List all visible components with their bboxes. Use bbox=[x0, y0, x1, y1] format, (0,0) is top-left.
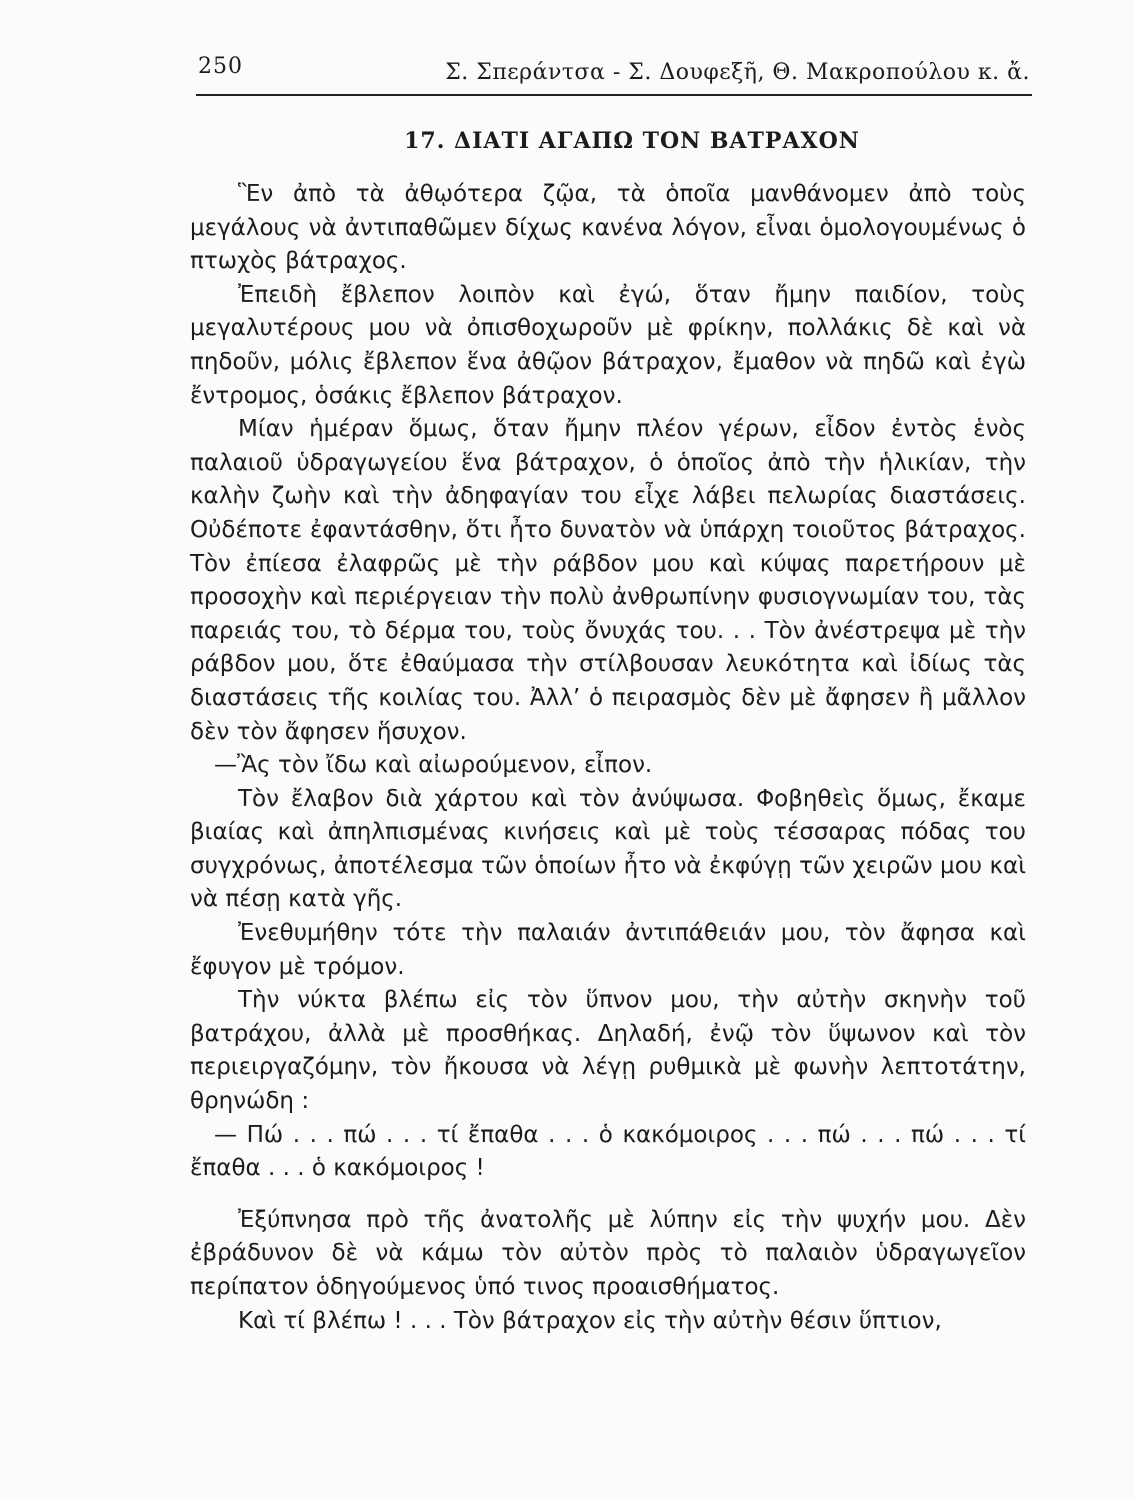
paragraph-7: Τὴν νύκτα βλέπω εἰς τὸν ὕπνον μου, τὴν αὐτὴν σκηνὴν τοῦ βατράχου, ἀλλὰ μὲ προσθήκας. Δηλαδή, ἐνῷ τὸν ὕψωνον καὶ τὸν περιειργαζόμην, τὸν ἤκουσα νὰ λέγῃ ρυθμικὰ μὲ φωνὴν λεπτοτάτην, θρηνώδη : bbox=[190, 987, 1026, 1115]
body-text bbox=[190, 178, 1026, 1338]
running-head-title: Σ. Σπεράντσα - Σ. Δουφεξῆ, Θ. Μακροπούλου κ. ἄ. bbox=[445, 60, 1030, 85]
paragraph-9: Ἐξύπνησα πρὸ τῆς ἀνατολῆς μὲ λύπην εἰς τὴν ψυχήν μου. Δὲν ἐβράδυνον δὲ νὰ κάμω τὸν αὐτὸν πρὸς τὸ παλαιὸν ὑδραγωγεῖον περίπατον ὁδηγούμενος ὑπό τινος προαισθήματος. bbox=[190, 1206, 1026, 1300]
paragraph-3: Μίαν ἡμέραν ὅμως, ὅταν ἤμην πλέον γέρων, εἶδον ἐντὸς ἑνὸς παλαιοῦ ὑδραγωγείου ἕνα βάτραχον, ὁ ὁποῖος ἀπὸ τὴν ἡλικίαν, τὴν καλὴν ζωὴν καὶ τὴν ἀδηφαγίαν του εἶχε λάβει πελωρίας διαστάσεις. Οὐδέποτε ἐφαντάσθην, ὅτι ἦτο δυνατὸν νὰ ὑπάρχη τοιοῦτος βάτραχος. Τὸν ἐπίεσα ἐλαφρῶς μὲ τὴν ράβδον μου καὶ κύψας παρετήρουν μὲ προσοχὴν καὶ περιέργειαν τὴν πολὺ ἀνθρωπίνην φυσιογνωμίαν του, τὰς παρειάς του, τὸ δέρμα του, τοὺς ὄνυχάς του. . . Τὸν ἀνέστρεψα μὲ τὴν ράβδον μου, ὅτε ἐθαύμασα τὴν στίλβουσαν λευκότητα καὶ ἰδίως τὰς διαστάσεις τῆς κοιλίας του. Ἀλλ’ ὁ πειρασμὸς δὲν μὲ ἄφησεν ἢ μᾶλλον δὲν τὸν ἄφησεν ἥσυχον. bbox=[190, 416, 1026, 745]
paragraph-10: Καὶ τί βλέπω ! . . . Τὸν βάτραχον εἰς τὴν αὐτὴν θέσιν ὕπτιον, bbox=[238, 1307, 942, 1334]
paragraph-5: Τὸν ἔλαβον διὰ χάρτου καὶ τὸν ἀνύψωσα. Φοβηθεὶς ὅμως, ἔκαμε βιαίας καὶ ἀπηλπισμένας κινήσεις καὶ μὲ τοὺς τέσσαρας πόδας του συγχρόνως, ἀποτέλεσμα τῶν ὁποίων ἦτο νὰ ἐκφύγῃ τῶν χειρῶν μου καὶ νὰ πέσῃ κατὰ γῆς. bbox=[190, 785, 1026, 913]
paragraph-2: Ἐπειδὴ ἔβλεπον λοιπὸν καὶ ἐγώ, ὅταν ἤμην παιδίον, τοὺς μεγαλυτέρους μου νὰ ὀπισθοχωροῦν μὲ φρίκην, πολλάκις δὲ καὶ νὰ πηδοῦν, μόλις ἔβλεπον ἕνα ἀθῷον βάτραχον, ἔμαθον νὰ πηδῶ καὶ ἐγὼ ἔντρομος, ὁσάκις ἔβλεπον βάτραχον. bbox=[190, 281, 1026, 409]
paragraph-1: Ἓν ἀπὸ τὰ ἀθῳότερα ζῷα, τὰ ὁποῖα μανθάνομεν ἀπὸ τοὺς μεγάλους νὰ ἀντιπαθῶμεν δίχως κανένα λόγον, εἶναι ὁμολογουμένως ὁ πτωχὸς βάτραχος. bbox=[190, 181, 1026, 275]
chapter-title: 17. ΔΙΑΤΙ ΑΓΑΠΩ ΤΟΝ ΒΑΤΡΑΧΟΝ bbox=[404, 128, 860, 154]
paragraph-6: Ἐνεθυμήθην τότε τὴν παλαιάν ἀντιπάθειάν μου, τὸν ἄφησα καὶ ἔφυγον μὲ τρόμον. bbox=[190, 920, 1026, 980]
running-head bbox=[196, 52, 1034, 92]
paragraph-4: —Ἂς τὸν ἴδω καὶ αἰωρούμενον, εἶπον. bbox=[214, 752, 653, 779]
page-number: 250 bbox=[198, 54, 243, 79]
paragraph-8: — Πώ . . . πώ . . . τί ἔπαθα . . . ὁ κακόμοιρος . . . πώ . . . πώ . . . τί ἔπαθα . . . ὁ κακόμοιρος ! bbox=[190, 1121, 1026, 1182]
header-divider bbox=[196, 94, 1032, 96]
